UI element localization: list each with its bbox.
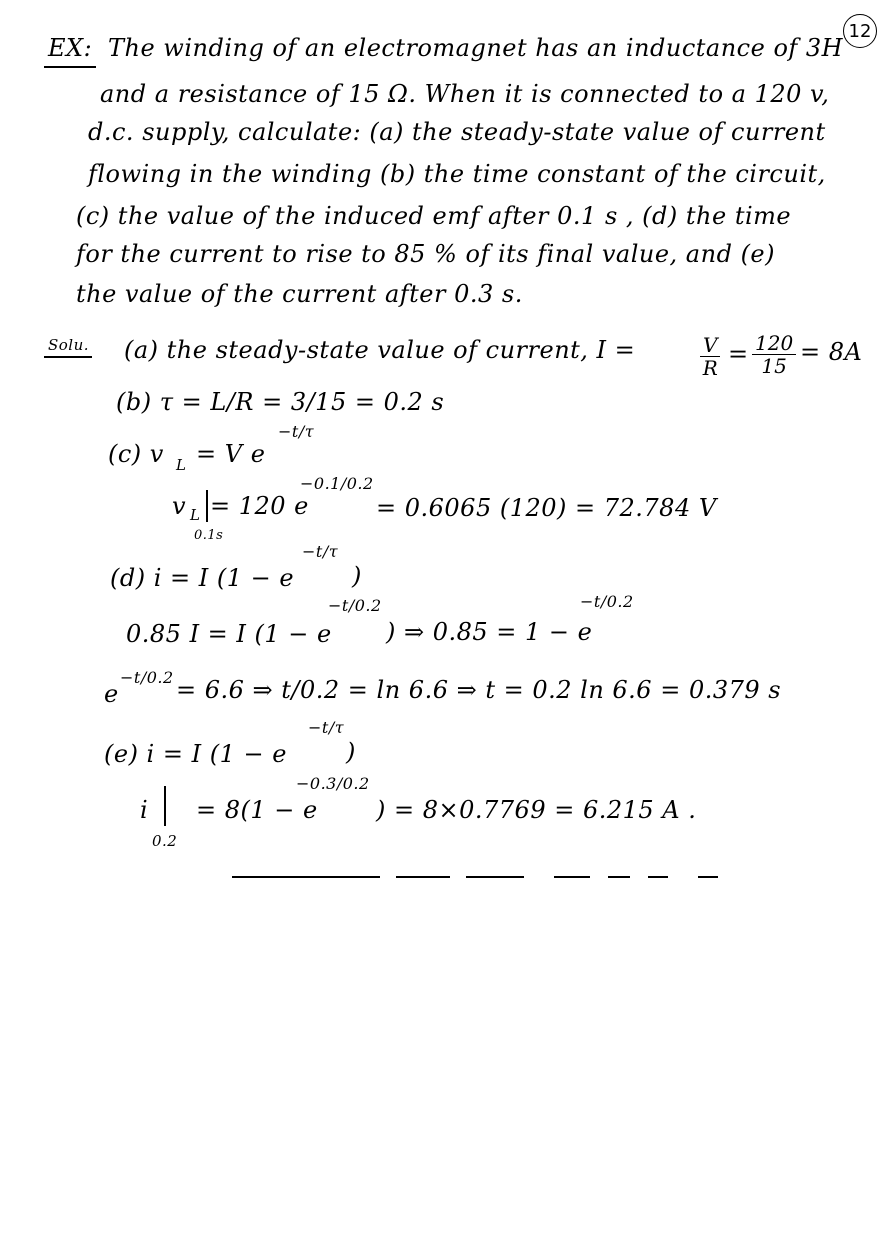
exponent: −t/τ [308,718,345,737]
dash-segment [396,876,450,878]
part-e-line-2-eq: = 8(1 − e [196,796,318,824]
part-b: (b) τ = L/R = 3/15 = 0.2 s [116,388,445,416]
part-c-line-2-rhs: = 0.6065 (120) = 72.784 V [376,494,717,522]
part-d-line-2: 0.85 I = I (1 − e [126,620,332,648]
closing-paren: ) [346,738,356,766]
dash-segment [466,876,524,878]
problem-line-6: for the current to rise to 85 % of its final value, and (e) [76,240,775,268]
closing-paren: ) [352,562,362,590]
fraction-denominator: R [702,356,718,380]
dash-segment [648,876,668,878]
subscript-l: L [176,456,187,474]
evaluation-bar [206,490,208,522]
exponent: −0.1/0.2 [300,474,374,493]
dash-segment [232,876,380,878]
page-number [843,14,877,48]
page-number-text: 12 [848,20,872,42]
problem-line-3: d.c. supply, calculate: (a) the steady-state value of current [88,118,826,146]
exponent: −t/0.2 [120,668,174,687]
part-c-line-1: (c) v [108,440,164,468]
problem-line-5: (c) the value of the induced emf after 0.1 s , (d) the time [76,202,792,230]
dash-segment [608,876,630,878]
equals-sign: = [728,340,749,368]
fraction-denominator: 15 [761,354,787,378]
part-e-line-1: (e) i = I (1 − e [104,740,287,768]
part-d-line-3-e: e [104,680,119,708]
dash-segment [698,876,718,878]
exponent: −t/τ [302,542,339,561]
exponent: −t/0.2 [580,592,634,611]
solution-label-underline [44,356,92,358]
evaluation-point: 0.1s [194,528,224,543]
dash-segment [554,876,590,878]
problem-line-7: the value of the current after 0.3 s. [76,280,523,308]
problem-line-4: flowing in the winding (b) the time constant of the circuit, [88,160,826,188]
part-c-line-2-lhs: v [172,492,187,520]
part-d-line-3-rest: = 6.6 ⇒ t/0.2 = ln 6.6 ⇒ t = 0.2 ln 6.6 = 0.379 s [176,676,782,704]
part-c-line-1-rest: = V e [196,440,266,468]
fraction-v-over-r [700,334,720,379]
problem-line-2: and a resistance of 15 Ω. When it is connected to a 120 v, [100,80,830,108]
example-label-underline [44,66,96,68]
problem-line-1: The winding of an electromagnet has an inductance of 3H [108,34,844,62]
part-e-line-2-rest: ) = 8×0.7769 = 6.215 A . [376,796,697,824]
part-c-line-2-eq: = 120 e [210,492,309,520]
solution-label: Solu. [48,336,90,354]
part-d-line-1: (d) i = I (1 − e [110,564,295,592]
fraction-numerator: V [700,334,720,357]
evaluation-bar [164,786,166,826]
part-d-line-2-close: ) ⇒ 0.85 = 1 − e [386,618,593,646]
part-a-result: = 8A [800,338,863,366]
evaluation-point: 0.2 [152,832,178,850]
fraction-120-over-15 [752,332,796,377]
exponent: −0.3/0.2 [296,774,370,793]
part-a-text: (a) the steady-state value of current, I = [124,336,636,364]
exponent: −t/τ [278,422,315,441]
example-label: EX: [48,34,93,62]
part-e-line-2-lhs: i [140,796,149,824]
fraction-numerator: 120 [752,332,796,355]
exponent: −t/0.2 [328,596,382,615]
subscript-l: L [190,506,201,524]
